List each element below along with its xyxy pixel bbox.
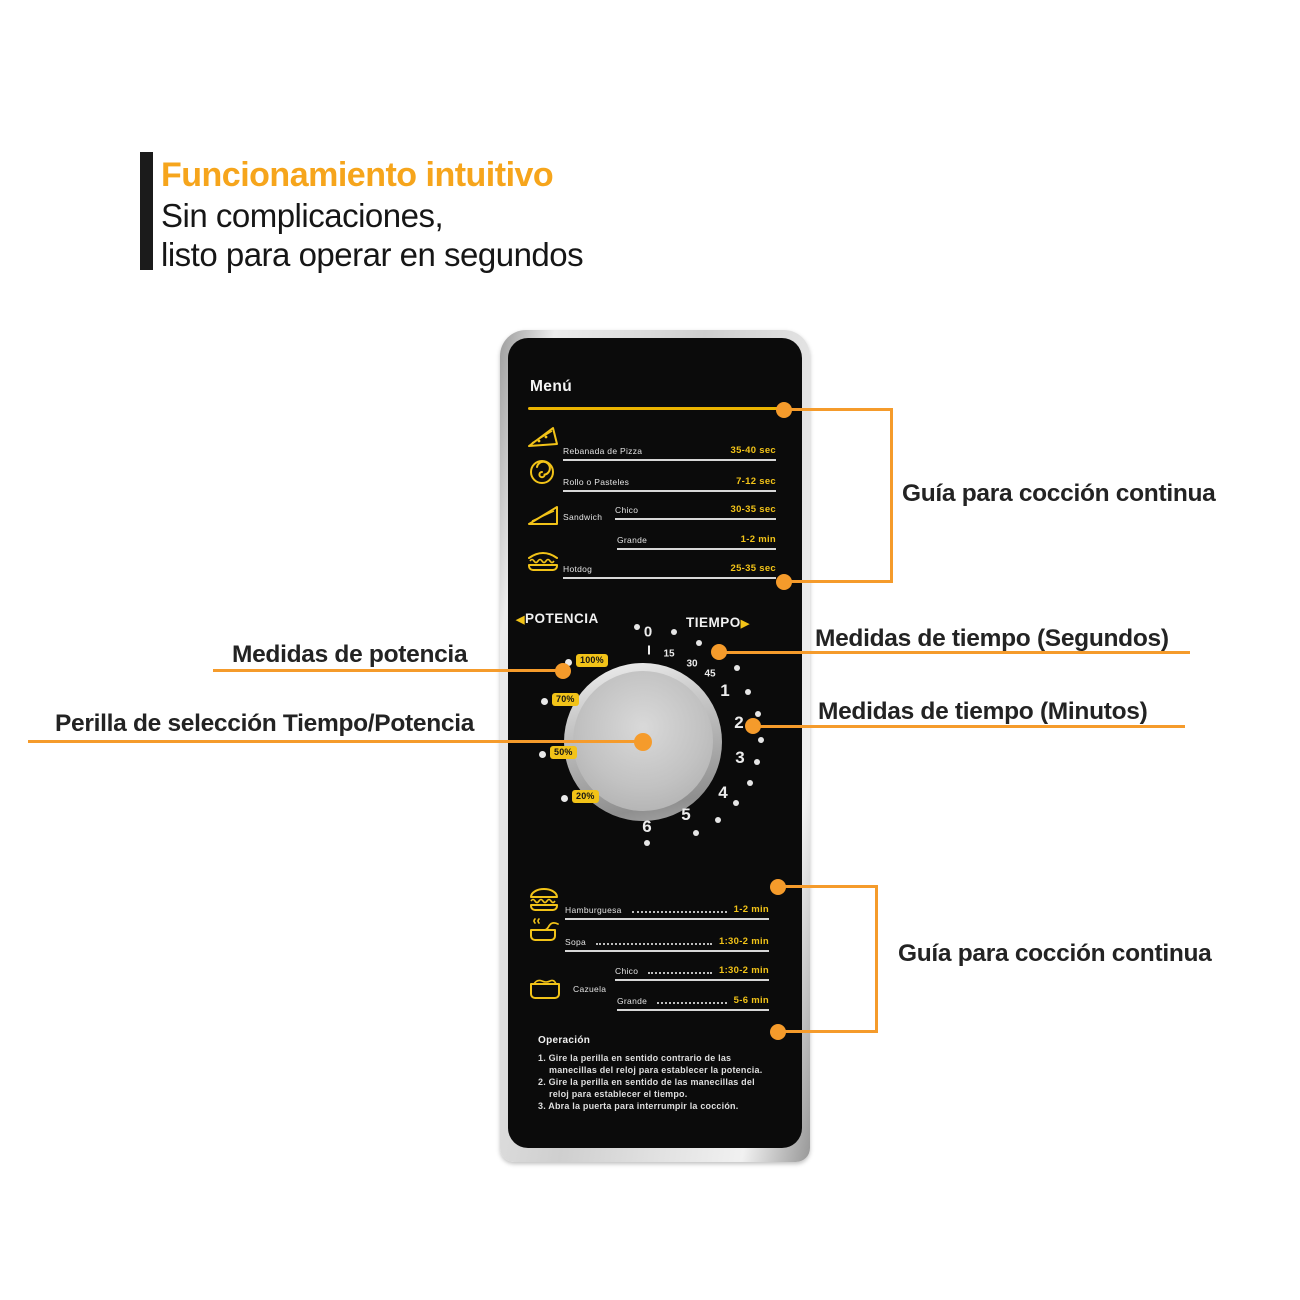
- hamburger-icon: [528, 887, 560, 913]
- dial-mark-4m: 4: [718, 783, 728, 802]
- dial-dot: [644, 840, 650, 846]
- dotted-leader: [596, 943, 712, 945]
- menu-row-sandwich-chico: [615, 496, 776, 520]
- operation-title: Operación: [538, 1035, 591, 1046]
- dial-dot: [634, 624, 640, 630]
- cook-item-label: Hamburguesa: [565, 905, 622, 915]
- callout-dot-power: [555, 663, 571, 679]
- size-time: 1-2 min: [740, 534, 776, 545]
- menu-underline: [528, 407, 785, 410]
- power-dot: [541, 698, 548, 705]
- callout-line: [784, 580, 893, 583]
- dial-mark-45s: 45: [704, 668, 716, 680]
- power-dot: [561, 795, 568, 802]
- dial-dot: [693, 830, 699, 836]
- callout-bracket: [875, 885, 878, 1033]
- cook-item-time: 1-2 min: [733, 904, 769, 915]
- dial-dot: [671, 629, 677, 635]
- callout-bracket: [890, 408, 893, 583]
- menu-row-pizza: [563, 434, 776, 461]
- callout-guide-top-label: Guía para cocción continua: [902, 480, 1216, 507]
- menu-item-label: Sandwich: [563, 512, 603, 522]
- dial-dot: [745, 689, 751, 695]
- dial-dot: [755, 711, 761, 717]
- dial-mark-3m: 3: [735, 748, 745, 767]
- callout-guide-bottom-label: Guía para cocción continua: [898, 940, 1212, 967]
- dial-mark-0: 0: [643, 623, 653, 641]
- power-badge-70: 70%: [552, 693, 579, 706]
- menu-item-time: 35-40 sec: [730, 445, 776, 456]
- menu-row-hotdog: [563, 554, 776, 579]
- callout-line: [778, 1030, 878, 1033]
- menu-item-time: 7-12 sec: [736, 476, 776, 487]
- dial-dot: [696, 640, 702, 646]
- dial-dot: [734, 665, 740, 671]
- size-label: Chico: [615, 966, 639, 976]
- pizza-slice-icon: [526, 424, 560, 450]
- hotdog-icon: [526, 549, 560, 573]
- callout-time-seconds-label: Medidas de tiempo (Segundos): [815, 625, 1169, 652]
- dial-dot: [758, 737, 764, 743]
- callout-power-measures-label: Medidas de potencia: [232, 641, 468, 668]
- dial-dot: [747, 780, 753, 786]
- right-arrow-icon: ▶: [740, 618, 750, 630]
- dial-tick: [648, 646, 650, 655]
- dial-dot: [715, 817, 721, 823]
- cook-item-label: Cazuela: [573, 984, 607, 994]
- size-time: 5-6 min: [733, 995, 769, 1006]
- page-title: Funcionamiento intuitivo: [161, 156, 554, 194]
- subtitle-line-1: Sin complicaciones,: [161, 197, 444, 234]
- dial-mark-6m: 6: [642, 817, 652, 836]
- casserole-icon: [529, 976, 561, 1000]
- power-dot: [539, 751, 546, 758]
- panel-menu-title: Menú: [530, 378, 573, 395]
- size-time: 1:30-2 min: [719, 965, 769, 976]
- operation-step-2: 2. Gire la perilla en sentido de las manecillas del reloj para establecer el tiempo.: [538, 1077, 755, 1099]
- menu-row-sandwich-grande: [617, 526, 776, 550]
- size-label: Chico: [615, 505, 639, 515]
- sandwich-icon: [526, 502, 560, 528]
- cook-item-time: 1:30-2 min: [719, 936, 769, 947]
- menu-item-time: 25-35 sec: [730, 563, 776, 574]
- dotted-leader: [657, 1002, 726, 1004]
- cook-row-hamburguesa: [565, 894, 769, 920]
- menu-item-label: Hotdog: [563, 564, 593, 574]
- page-subtitle: [161, 196, 583, 274]
- menu-item-label: Rollo o Pasteles: [563, 477, 630, 487]
- size-time: 30-35 sec: [730, 504, 776, 515]
- operation-step-1: 1. Gire la perilla en sentido contrario de las manecillas del reloj para establecer la potencia.: [538, 1053, 763, 1075]
- operation-steps: [538, 1053, 771, 1114]
- size-label: Grande: [617, 996, 648, 1006]
- power-badge-100: 100%: [576, 654, 608, 667]
- dial-mark-1m: 1: [720, 681, 730, 700]
- callout-dot-knob-center: [634, 733, 652, 751]
- dial-mark-15s: 15: [663, 648, 675, 660]
- potencia-label: ◀POTENCIA: [516, 611, 599, 626]
- header-accent-bar: [140, 152, 153, 270]
- microwave-panel-frame: [500, 330, 810, 1162]
- dotted-leader: [632, 911, 727, 913]
- microwave-control-panel: [508, 338, 802, 1148]
- callout-line: [28, 740, 644, 743]
- callout-line: [778, 885, 878, 888]
- cook-item-label: Sopa: [565, 937, 587, 947]
- roll-spiral-icon: [528, 458, 556, 486]
- callout-knob-label: Perilla de selección Tiempo/Potencia: [55, 710, 475, 737]
- cook-row-sopa: [565, 926, 769, 952]
- soup-icon: [528, 916, 562, 946]
- size-label: Grande: [617, 535, 648, 545]
- operation-step-3: 3. Abra la puerta para interrumpir la cocción.: [538, 1101, 739, 1111]
- dial-mark-30s: 30: [686, 658, 698, 670]
- callout-line: [213, 669, 565, 672]
- subtitle-line-2: listo para operar en segundos: [161, 236, 584, 273]
- dial-dot: [733, 800, 739, 806]
- menu-row-roll: [563, 466, 776, 492]
- callout-time-minutes-label: Medidas de tiempo (Minutos): [818, 698, 1148, 725]
- callout-line: [784, 408, 893, 411]
- dial-mark-5m: 5: [681, 805, 691, 824]
- left-arrow-icon: ◀: [516, 614, 525, 626]
- cook-row-cazuela-grande: [617, 985, 769, 1011]
- dial-dot: [754, 759, 760, 765]
- dotted-leader: [648, 972, 712, 974]
- power-badge-20: 20%: [572, 790, 599, 803]
- dial-mark-2m: 2: [734, 713, 744, 732]
- cook-row-cazuela-chico: [615, 955, 769, 981]
- tiempo-label: TIEMPO▶: [686, 615, 750, 630]
- power-badge-50: 50%: [550, 746, 577, 759]
- menu-item-label: Rebanada de Pizza: [563, 446, 643, 456]
